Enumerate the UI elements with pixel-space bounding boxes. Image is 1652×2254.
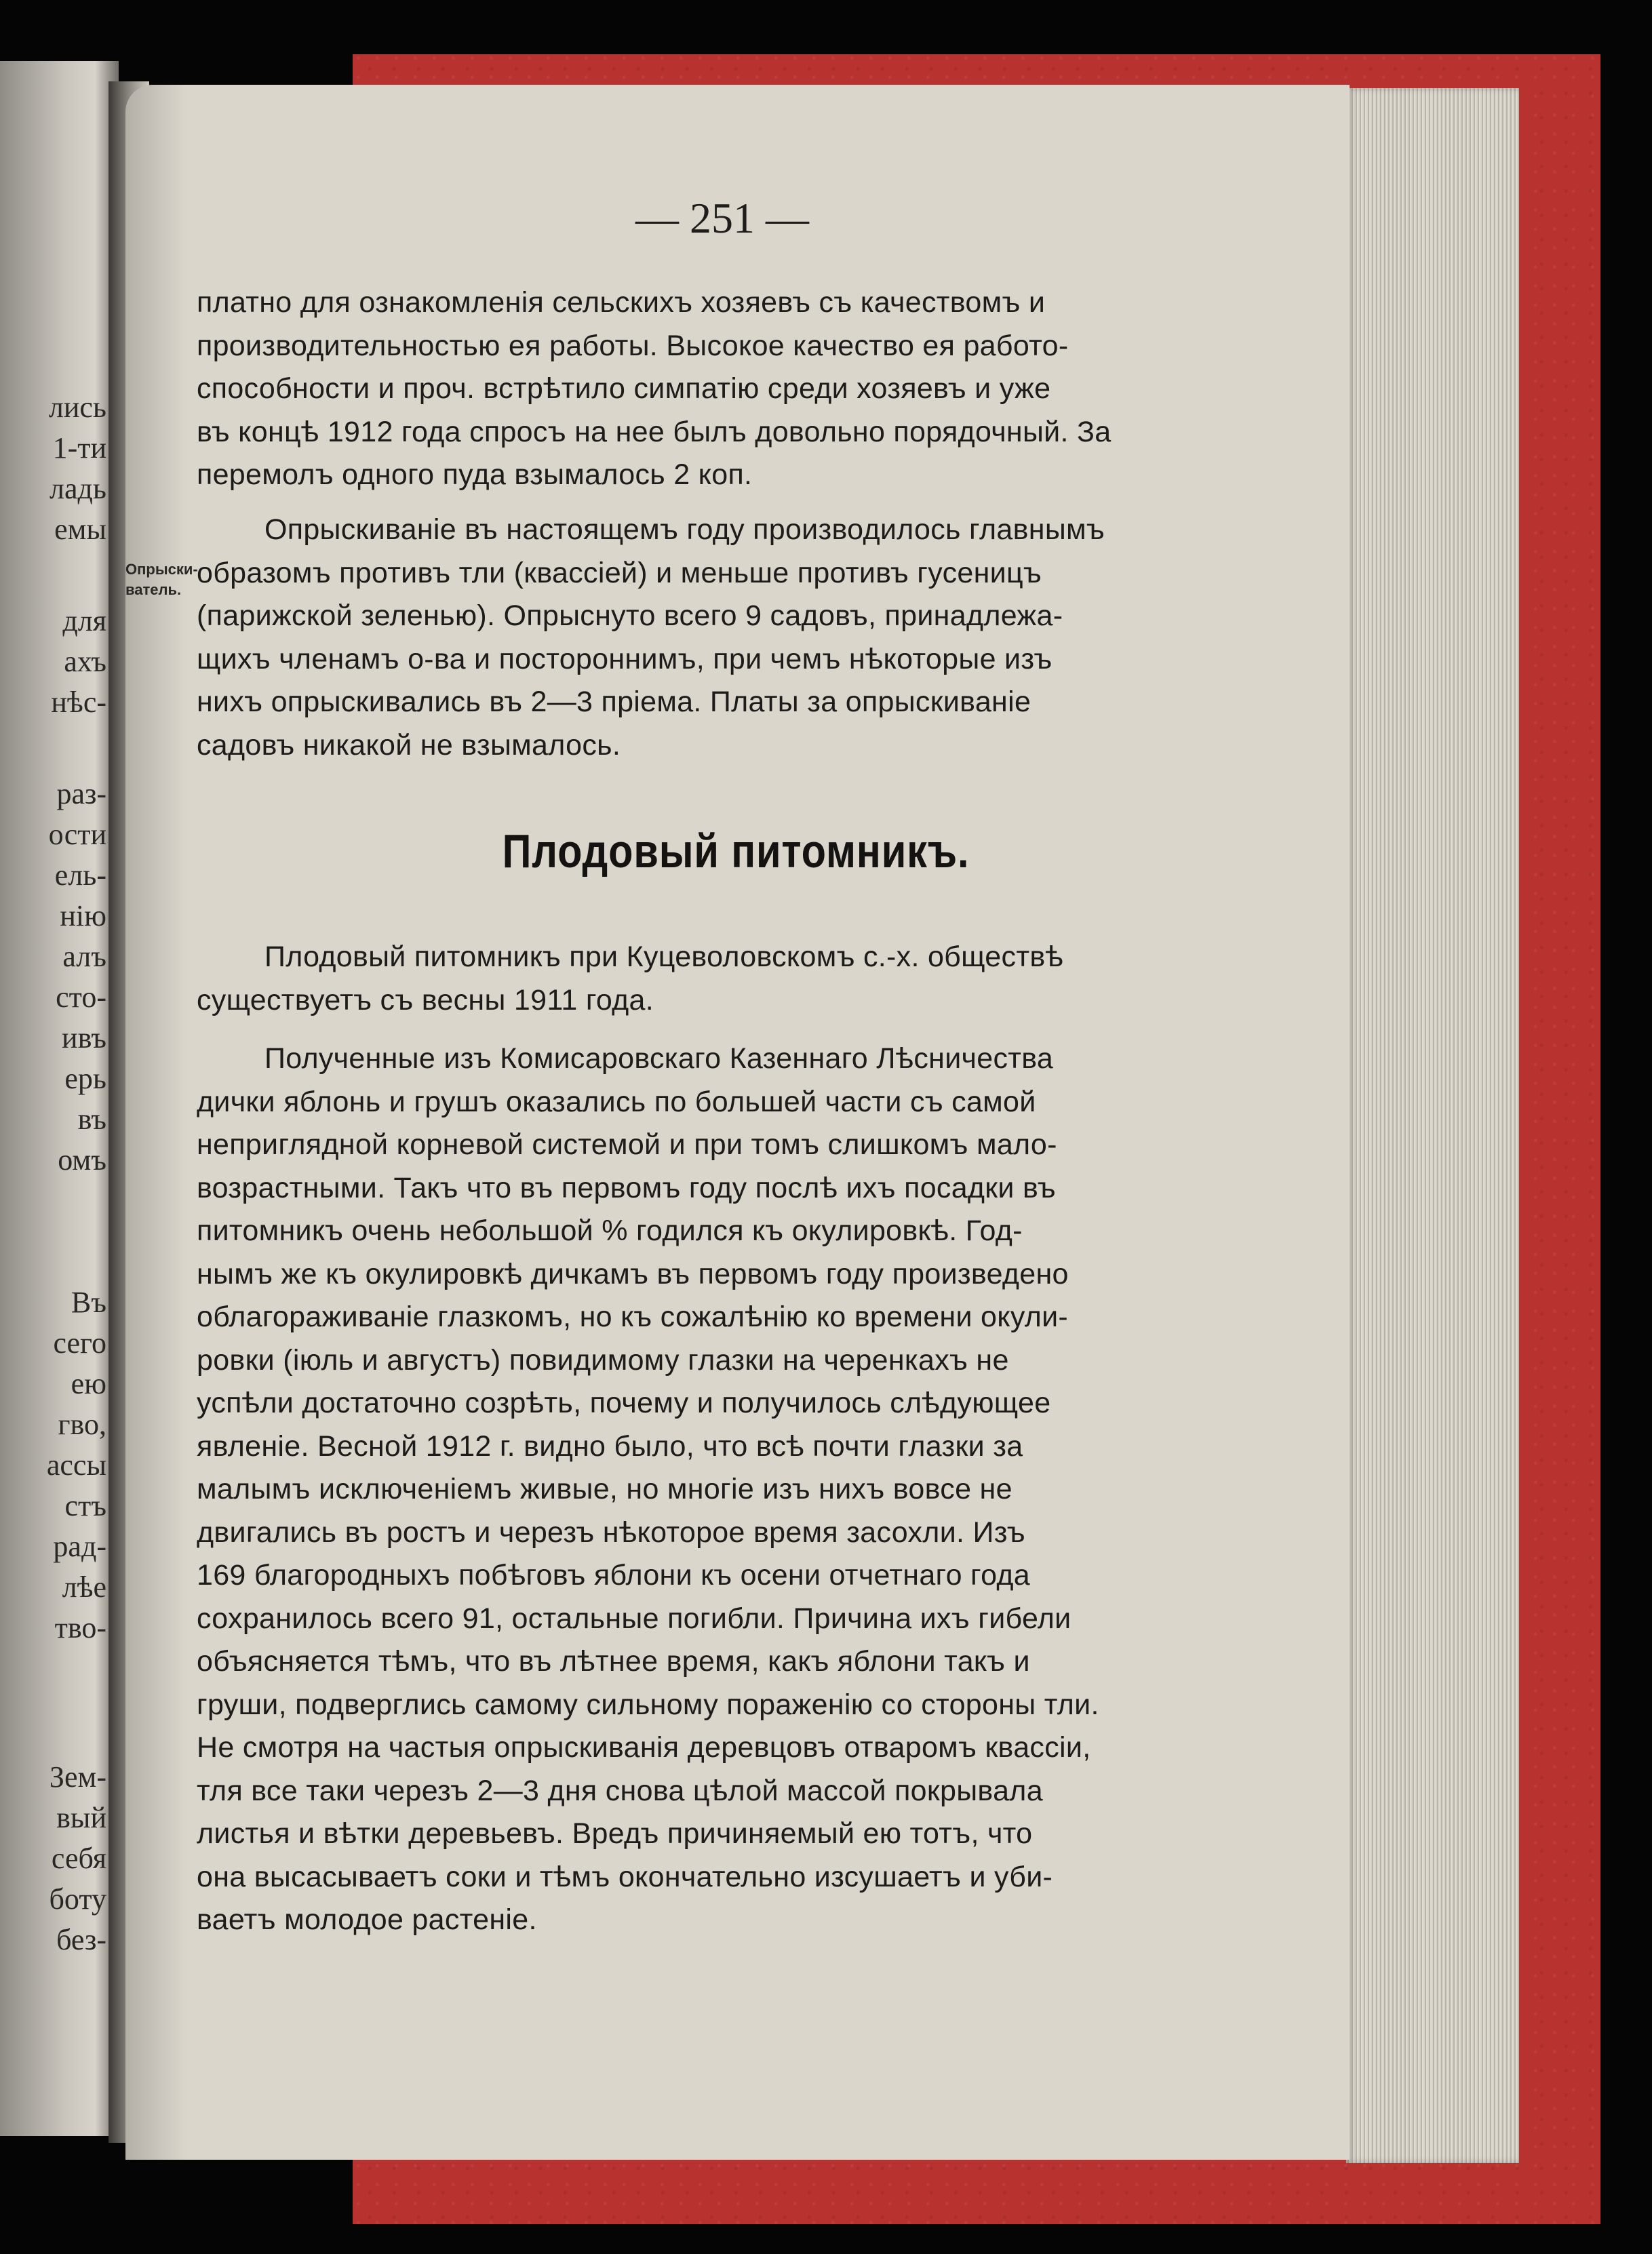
left-fragment: ассы	[46, 1448, 106, 1482]
margin-note-line: ватель.	[125, 581, 182, 598]
left-fragment: сто-	[56, 981, 106, 1014]
left-fragment: стъ	[64, 1489, 106, 1522]
left-fragment: омъ	[58, 1143, 106, 1177]
text-line: производительностью ея работы. Высокое качество ея работо-	[197, 329, 1069, 362]
left-fragment: себя	[51, 1842, 106, 1875]
text-line: успѣли достаточно созрѣть, почему и получилось слѣдующее	[197, 1387, 1051, 1419]
left-fragment: ею	[71, 1367, 106, 1400]
text-line: садовъ никакой не взымалось.	[197, 728, 621, 762]
left-fragment: лись	[48, 391, 106, 424]
text-line: Плодовый питомникъ при Куцеволовскомъ с.-х. обществѣ	[264, 941, 1064, 973]
text-line: перемолъ одного пуда взымалось 2 коп.	[197, 458, 753, 491]
text-line: Не смотря на частыя опрыскиванія деревцовъ отваромъ квассіи,	[197, 1731, 1091, 1764]
text-line: образомъ противъ тли (квассіей) и меньше противъ гусеницъ	[197, 556, 1042, 589]
left-fragment: ахъ	[64, 645, 106, 678]
text-line: двигались въ ростъ и черезъ нѣкоторое время засохли. Изъ	[197, 1516, 1025, 1549]
text-line: нымъ же къ окулировкѣ дичкамъ въ первомъ году произведено	[197, 1257, 1069, 1290]
text-line: объясняется тѣмъ, что въ лѣтнее время, какъ яблони такъ и	[197, 1645, 1030, 1678]
paragraph-1	[197, 281, 1275, 497]
left-fragment: раз-	[56, 777, 106, 810]
left-fragment: боту	[49, 1882, 106, 1916]
left-fragment: сего	[53, 1326, 106, 1360]
left-fragment: для	[62, 604, 106, 637]
left-fragment: 1-ти	[52, 431, 106, 464]
page-number: — 251 —	[635, 194, 809, 242]
left-fragment: ель-	[54, 858, 106, 892]
text-line: явленіе. Весной 1912 г. видно было, что всѣ почти глазки за	[197, 1429, 1023, 1463]
left-fragment: без-	[56, 1923, 106, 1956]
text-line: сохранилось всего 91, остальные погибли. Причина ихъ гибели	[197, 1602, 1071, 1635]
text-line: она высасываетъ соки и тѣмъ окончательно изсушаетъ и уби-	[197, 1860, 1053, 1893]
left-fragment: Въ	[71, 1286, 106, 1319]
left-fragment: ерь	[64, 1062, 106, 1095]
text-line: тля все таки черезъ 2—3 дня снова цѣлой массой покрывала	[197, 1774, 1043, 1807]
left-fragment: емы	[54, 513, 106, 546]
text-line: ровки (іюль и августъ) повидимому глазки на черенкахъ не	[197, 1343, 1009, 1377]
text-line: неприглядной корневой системой и при томъ слишкомъ мало-	[197, 1128, 1057, 1161]
left-fragment: нѣс-	[51, 686, 106, 719]
text-line: малымъ исключеніемъ живые, но многіе изъ нихъ вовсе не	[197, 1473, 1012, 1505]
text-line: (парижской зеленью). Опрыснуто всего 9 садовъ, принадлежа-	[197, 599, 1063, 632]
text-line: Полученные изъ Комисаровскаго Казеннаго Лѣсничества	[264, 1042, 1054, 1075]
text-line: платно для ознакомленія сельскихъ хозяевъ съ качествомъ и	[197, 286, 1046, 319]
text-line: листья и вѣтки деревьевъ. Вредъ причиняемый ею тотъ, что	[197, 1817, 1033, 1850]
left-fragment: Зем-	[49, 1760, 106, 1794]
margin-note	[125, 559, 198, 600]
text-line: дички яблонь и грушъ оказались по большей части съ самой	[197, 1085, 1036, 1118]
text-line: облагораживаніе глазкомъ, но къ сожалѣнію ко времени окули-	[197, 1301, 1069, 1333]
text-line: ваетъ молодое растеніе.	[197, 1903, 537, 1936]
text-line: способности и проч. встрѣтило симпатію среди хозяевъ и уже	[197, 372, 1051, 405]
text-line: существуетъ съ весны 1911 года.	[197, 983, 654, 1016]
text-line: въ концѣ 1912 года спросъ на нее былъ довольно порядочный. За	[197, 415, 1112, 448]
text-line: Опрыскиваніе въ настоящемъ году производилось главнымъ	[264, 513, 1105, 546]
page-edges	[1346, 88, 1519, 2163]
left-fragment: лѣе	[62, 1570, 106, 1604]
right-page	[125, 85, 1350, 2160]
text-line: питомникъ очень небольшой % годился къ окулировкѣ. Год-	[197, 1214, 1023, 1247]
paragraph-4	[197, 1037, 1275, 1942]
left-fragment: алъ	[62, 940, 106, 973]
left-fragment: въ	[77, 1103, 106, 1136]
margin-note-line: Опрыски-	[125, 561, 198, 578]
left-fragment: гво,	[58, 1408, 106, 1441]
left-fragment: нію	[60, 899, 106, 932]
left-page-fragments	[0, 61, 112, 2136]
paragraph-2	[197, 509, 1275, 767]
paragraph-3	[197, 936, 1275, 1022]
section-heading: Плодовый питомникъ.	[502, 825, 970, 877]
left-fragment: ладь	[50, 472, 106, 505]
left-fragment: ивъ	[62, 1021, 106, 1054]
left-fragment: рад-	[53, 1530, 106, 1563]
text-line: 169 благородныхъ побѣговъ яблони къ осени отчетнаго года	[197, 1559, 1030, 1591]
left-page	[0, 61, 119, 2136]
left-fragment: вый	[56, 1801, 106, 1834]
left-fragment: ости	[48, 818, 106, 851]
text-line: щихъ членамъ о-ва и постороннимъ, при чемъ нѣкоторые изъ	[197, 642, 1053, 675]
text-line: нихъ опрыскивались въ 2—3 пріема. Платы за опрыскиваніе	[197, 686, 1031, 718]
text-line: возрастными. Такъ что въ первомъ году послѣ ихъ посадки въ	[197, 1171, 1056, 1204]
left-fragment: тво-	[54, 1611, 106, 1644]
text-line: груши, подверглись самому сильному пораженію со стороны тли.	[197, 1688, 1099, 1721]
